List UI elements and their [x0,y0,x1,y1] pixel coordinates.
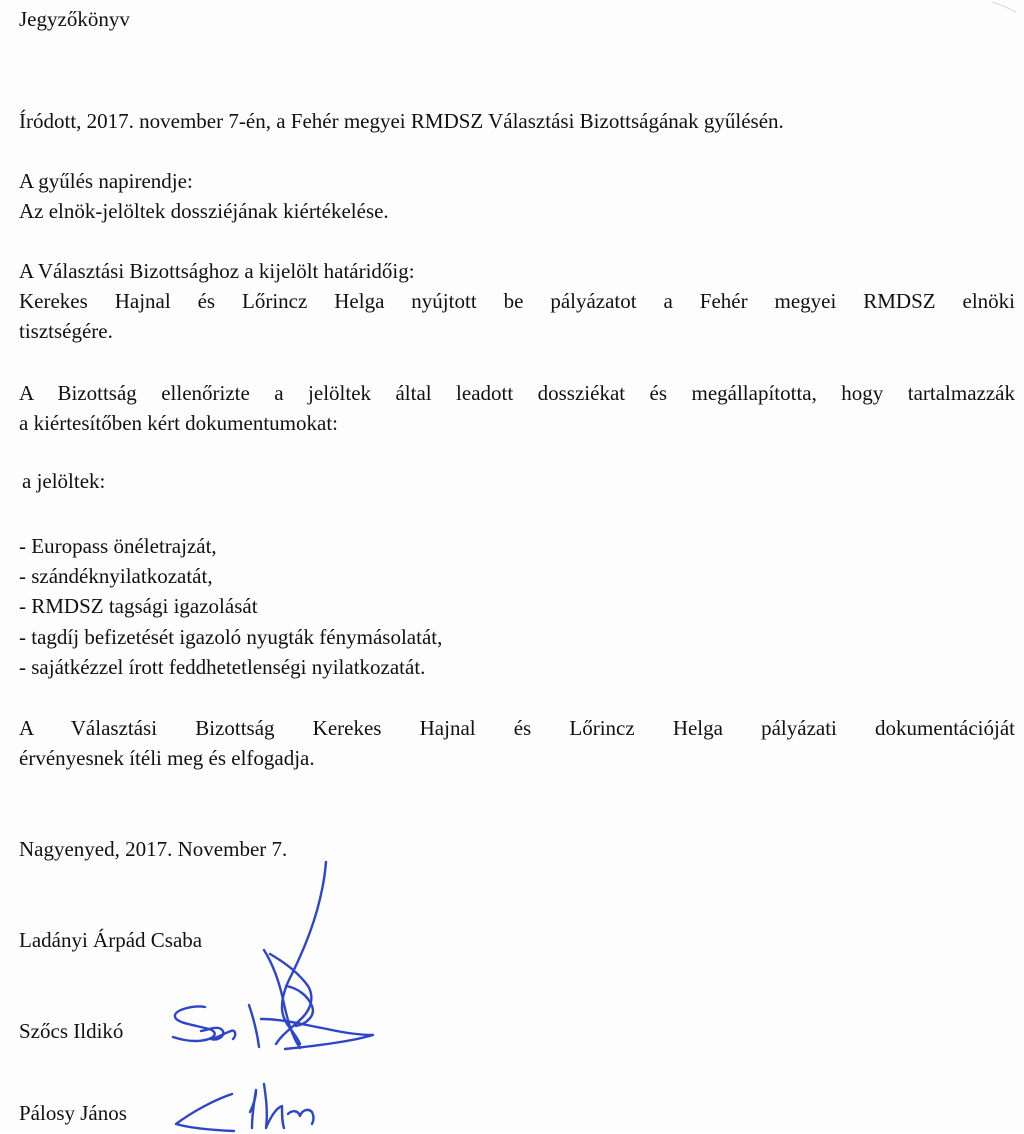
decision-paragraph [19,713,1015,773]
agenda-item: Az elnök-jelöltek dossziéjának kiértékelése. [19,199,389,223]
scan-mark-icon [988,0,1018,14]
document-list-item: - sajátkézzel írott feddhetetlenségi nyilatkozatát. [19,655,426,679]
intro-paragraph: Íródott, 2017. november 7-én, a Fehér megyei RMDSZ Választási Bizottságának gyűlésén. [19,109,784,133]
place-date: Nagyenyed, 2017. November 7. [19,837,288,861]
signature-3-icon [170,1074,350,1134]
candidates-label: a jelöltek: [22,469,106,493]
applicants-line-2: tisztségére. [19,319,113,343]
document-list-item: - tagdíj befizetését igazoló nyugták fénymásolatát, [19,625,443,649]
decision-line-2: érvényesnek ítéli meg és elfogadja. [19,746,315,770]
document-list-item: - szándéknyilatkozatát, [19,564,213,588]
decision-line-1: A Választási Bizottság Kerekes Hajnal és Lőrincz Helga pályázati dokumentációját [19,716,1015,740]
signature-2-icon [165,995,385,1065]
document-list-item: - Europass önéletrajzát, [19,534,217,558]
agenda-label: A gyűlés napirendje: [19,169,193,193]
check-line-1: A Bizottság ellenőrizte a jelöltek által leadott dossziékat és megállapította, hogy tartalmazzák [19,381,1015,405]
signatory-name: Szőcs Ildikó [19,1019,124,1043]
check-paragraph [19,378,1015,438]
check-line-2: a kiértesítőben kért dokumentumokat: [19,411,338,435]
signatory-name: Pálosy János [19,1101,127,1125]
document-list-item: - RMDSZ tagsági igazolását [19,594,258,618]
document-title: Jegyzőkönyv [19,7,130,31]
deadline-line: A Választási Bizottsághoz a kijelölt határidőig: [19,259,415,283]
applicants-paragraph [19,286,1015,346]
applicants-line-1: Kerekes Hajnal és Lőrincz Helga nyújtott be pályázatot a Fehér megyei RMDSZ elnöki [19,289,1015,313]
signatory-name: Ladányi Árpád Csaba [19,928,203,952]
